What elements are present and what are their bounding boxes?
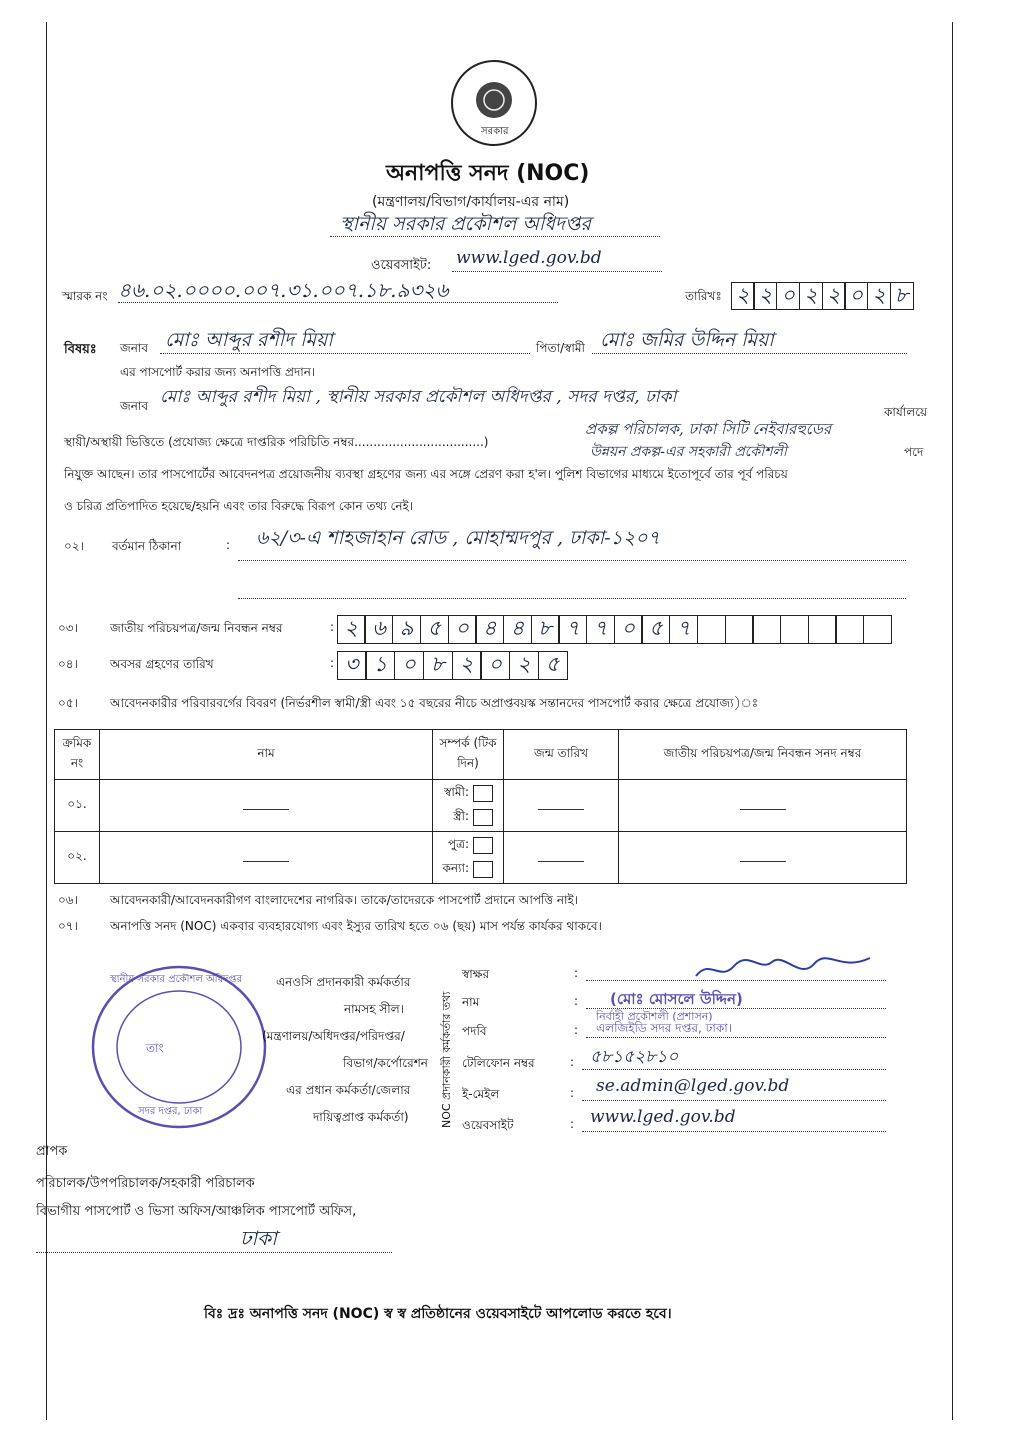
recipient-city: ঢাকা <box>240 1226 277 1250</box>
office-name: স্থানীয় সরকার প্রকৌশল অধিদপ্তর <box>340 213 591 235</box>
recipient-line-1: পরিচালক/উপপরিচালক/সহকারী পরিচালক <box>36 1176 255 1191</box>
row-nid <box>619 780 907 832</box>
father-label: পিতা/স্বামী <box>536 341 585 355</box>
header-name: নাম <box>100 730 433 780</box>
nid-digit: ৭ <box>586 615 615 644</box>
date-digit: ০ <box>844 282 868 310</box>
permanent-text: স্থায়ী/অস্থায়ী ভিত্তিতে (প্রযোজ্য ক্ষেত্রে দাপ্তরিক পরিচিতি নম্বর..................................) <box>64 435 489 449</box>
nid-digit: ৬ <box>364 615 393 644</box>
field-label-website: ওয়েবসাইট <box>462 1118 514 1132</box>
signatory-vertical-text: NOC প্রদানকারী কর্মকর্তার তথ্য <box>440 991 453 1128</box>
email-line <box>582 1100 886 1101</box>
recipient-label: প্রাপক <box>36 1144 68 1159</box>
post-line-2: উন্নয়ন প্রকল্প-এর সহকারী প্রকৌশলী <box>590 444 787 460</box>
relation-label: পুত্র: <box>447 836 469 851</box>
header-nid: জাতীয় পরিচয়পত্র/জন্ম নিবন্ধন সনদ নম্বর <box>619 730 907 780</box>
table-row <box>55 832 907 884</box>
field-label-email: ই-মেইল <box>462 1087 500 1101</box>
retire-digit: ১ <box>365 651 395 680</box>
field-label-phone: টেলিফোন নম্বর <box>462 1056 535 1070</box>
nid-digit <box>835 615 864 644</box>
government-seal <box>443 58 545 148</box>
memo-line <box>118 302 558 303</box>
item-03-number: ০৩। <box>58 621 78 635</box>
retire-boxes <box>338 651 568 680</box>
subject-janab: জনাব <box>120 341 149 355</box>
date-digit: ২ <box>867 282 891 310</box>
relation-checkbox[interactable] <box>473 837 493 854</box>
item-06-number: ০৬। <box>58 893 78 907</box>
header-dob: জন্ম তারিখ <box>504 730 619 780</box>
relation-option <box>433 858 503 882</box>
nid-label: জাতীয় পরিচয়পত্র/জন্ম নিবন্ধন নম্বর <box>110 621 283 635</box>
citizen-text: আবেদনকারী/আবেদনকারীগণ বাংলাদেশের নাগরিক। তাকে/তাদেরকে পাসপোর্ট প্রদানে আপত্তি নাই। <box>110 893 579 907</box>
website-sign-line <box>582 1131 886 1132</box>
address-line-2 <box>238 598 906 599</box>
memo-number: ৪৬.০২.০০০০.০০৭.৩১.০০৭.১৮.৯৩২৬ <box>118 278 449 302</box>
signatory-desc-line: এর প্রধান কর্মকর্তা/জেলার <box>286 1083 411 1097</box>
field-colon: : <box>574 994 579 1008</box>
relation-option <box>433 782 503 806</box>
field-label-designation: পদবি <box>462 1024 487 1038</box>
character-line: ও চরিত্র প্রতিপাদিত হয়েছে/হয়নি এবং তার বিরুদ্ধে বিরূপ কোন তথ্য নেই। <box>64 499 414 513</box>
signatory-desc-line: (মন্ত্রণালয়/অধিদপ্তর/পরিদপ্তর/ <box>262 1029 405 1043</box>
date-digit: ২ <box>731 282 755 310</box>
relation-checkbox[interactable] <box>473 809 493 826</box>
field-label-name: নাম <box>462 995 480 1009</box>
relation-label: কন্যা: <box>442 860 469 875</box>
nid-colon: : <box>330 620 335 634</box>
row-name <box>100 780 433 832</box>
address-label: বর্তমান ঠিকানা <box>112 539 182 553</box>
nid-digit <box>697 615 726 644</box>
row-nid <box>619 832 907 884</box>
retire-colon: : <box>330 656 335 670</box>
father-name-line <box>592 353 907 354</box>
relation-checkbox[interactable] <box>473 785 493 802</box>
round-seal-top: স্থানীয় সরকার প্রকৌশল অধিদপ্তর <box>110 974 243 985</box>
nid-digit: ৭ <box>669 615 698 644</box>
row-dob <box>504 832 619 884</box>
relation-label: স্বামী: <box>444 784 469 799</box>
date-digit: ৮ <box>890 282 914 310</box>
retire-digit: ২ <box>452 651 482 680</box>
signatory-office-stamp: এলজিইডি সদর দপ্তর, ঢাকা। <box>596 1021 733 1035</box>
office-name-line <box>330 236 660 237</box>
nid-digit <box>780 615 809 644</box>
signatory-desc-line: নামসহ সীল। <box>344 1002 404 1016</box>
field-colon: : <box>570 1086 575 1100</box>
office-round-seal <box>88 962 270 1132</box>
field-colon: : <box>570 1055 575 1069</box>
nid-digit: ২ <box>337 615 366 644</box>
retire-digit: ৮ <box>423 651 453 680</box>
applicant-office: মোঃ আব্দুর রশীদ মিয়া , স্থানীয় সরকার প্রকৌশল অধিদপ্তর , সদর দপ্তর, ঢাকা <box>160 387 677 407</box>
item-02-number: ০২। <box>64 539 84 553</box>
applicant-name-line <box>160 353 530 354</box>
relation-checkbox[interactable] <box>473 861 493 878</box>
family-table <box>54 729 907 884</box>
nid-digit: ০ <box>614 615 643 644</box>
post-line-1: প্রকল্প পরিচালক, ঢাকা সিটি নেইবারহুডের <box>585 420 832 438</box>
date-digit: ২ <box>753 282 777 310</box>
nid-digit: ৫ <box>420 615 449 644</box>
field-label-signature: স্বাক্ষর <box>462 967 490 981</box>
field-colon: : <box>574 1023 579 1037</box>
retire-digit: ৩ <box>337 651 367 680</box>
date-digit: ২ <box>822 282 846 310</box>
table-row <box>55 780 907 832</box>
website-line <box>452 271 662 272</box>
nid-digit: ৪ <box>503 615 532 644</box>
signature-mark <box>690 952 880 986</box>
signatory-desc-line: দায়িত্বপ্রাপ্ত কর্মকর্তা) <box>313 1110 409 1124</box>
signatory-designation-stamp: নির্বাহী প্রকৌশলী (প্রশাসন) <box>596 1010 713 1023</box>
pade-label: পদে <box>904 445 924 459</box>
header-serial: ক্রমিক নং <box>55 730 100 780</box>
subject-label: বিষয়ঃ <box>64 342 97 357</box>
nid-digit: ৯ <box>392 615 421 644</box>
website-label: ওয়েবসাইট: <box>371 258 432 273</box>
date-digit: ২ <box>799 282 823 310</box>
seal-bottom-text: সরকার <box>481 126 509 137</box>
nid-digit: ৫ <box>641 615 670 644</box>
signatory-website: www.lged.gov.bd <box>590 1107 736 1127</box>
nid-digit: ৪ <box>475 615 504 644</box>
recipient-city-line <box>36 1252 392 1253</box>
retire-digit: ০ <box>394 651 424 680</box>
karyalaye-label: কার্যালয়ে <box>884 405 928 419</box>
signatory-phone: ৫৮১৫২৮১০ <box>590 1047 679 1067</box>
website-value: www.lged.gov.bd <box>456 248 602 268</box>
address-colon: : <box>226 538 231 552</box>
date-label: তারিখঃ <box>685 289 722 303</box>
page-title: অনাপত্তি সনদ (NOC) <box>386 161 590 186</box>
nid-digit <box>725 615 754 644</box>
item-07-number: ০৭। <box>58 919 78 933</box>
signatory-name-stamp: (মোঃ মোসলে উদ্দিন) <box>610 990 743 1008</box>
header-relation: সম্পর্ক (টিক দিন) <box>433 730 504 780</box>
body-janab: জনাব <box>120 399 149 413</box>
nid-digit <box>863 615 892 644</box>
appointed-line: নিযুক্ত আছেন। তার পাসপোর্টের আবেদনপত্র প্রয়োজনীয় ব্যবস্থা গ্রহণের জন্য এর সঙ্গে প্রেরণ করা হ'ল। পুলিশ বিভাগের মাধ্যমে ইতোপূর্বে তার পূর্ব পরিচয় <box>64 467 788 481</box>
round-seal-mid: তাং <box>146 1041 164 1055</box>
retire-digit: ২ <box>509 651 539 680</box>
item-04-number: ০৪। <box>58 657 78 671</box>
row-dob <box>504 780 619 832</box>
memo-label: স্মারক নং <box>62 289 108 303</box>
round-seal-bottom: সদর দপ্তর, ঢাকা <box>138 1106 203 1117</box>
field-colon: : <box>570 1117 575 1131</box>
signatory-desc-line: বিভাগ/কর্পোরেশন <box>343 1056 428 1070</box>
recipient-line-2: বিভাগীয় পাসপোর্ট ও ভিসা অফিস/আঞ্চলিক পাসপোর্ট অফিস, <box>36 1204 357 1219</box>
subject-passport-line: এর পাসপোর্ট করার জন্য অনাপত্তি প্রদান। <box>120 365 316 379</box>
row-name <box>100 832 433 884</box>
row-relation <box>433 832 504 884</box>
relation-option <box>433 834 503 858</box>
relation-option <box>433 806 503 830</box>
signatory-desc-line: এনওসি প্রদানকারী কর্মকর্তার <box>276 975 411 989</box>
retire-label: অবসর গ্রহণের তারিখ <box>110 657 214 671</box>
date-boxes <box>732 282 914 310</box>
page-subtitle: (মন্ত্রণালয়/বিভাগ/কার্যালয়-এর নাম) <box>372 194 570 210</box>
nid-digit: ৮ <box>531 615 560 644</box>
father-name: মোঃ জমির উদ্দিন মিয়া <box>600 329 774 351</box>
nid-digit <box>752 615 781 644</box>
applicant-name: মোঃ আব্দুর রশীদ মিয়া <box>165 329 333 351</box>
retire-digit: ০ <box>480 651 510 680</box>
signatory-email: se.admin@lged.gov.bd <box>596 1076 790 1096</box>
date-digit: ০ <box>776 282 800 310</box>
retire-digit: ৫ <box>538 651 568 680</box>
relation-label: স্ত্রী: <box>453 808 469 823</box>
nid-boxes <box>338 615 892 644</box>
row-serial: ০২. <box>55 832 100 884</box>
item-05-number: ০৫। <box>58 696 78 710</box>
row-serial: ০১. <box>55 780 100 832</box>
validity-text: অনাপত্তি সনদ (NOC) একবার ব্যবহারযোগ্য এবং ইস্যুর তারিখ হতে ০৬ (ছয়) মাস পর্যন্ত কার্যকর থাকবে। <box>110 919 602 933</box>
nid-digit: ০ <box>448 615 477 644</box>
field-colon: : <box>574 966 579 980</box>
address-line-1 <box>238 560 906 561</box>
address-value: ৬২/৩-এ শাহজাহান রোড , মোহাম্মদপুর , ঢাকা-১২০৭ <box>256 527 660 549</box>
family-label: আবেদনকারীর পরিবারবর্গের বিবরণ (নির্ভরশীল স্বামী/স্ত্রী এবং ১৫ বছরের নীচে অপ্রাপ্তবয়স্ক সন্তানদের পাসপোর্ট করার ক্ষেত্রে প্রযোজ্য)ঃ <box>110 696 759 710</box>
nid-digit: ৭ <box>558 615 587 644</box>
nid-digit <box>808 615 837 644</box>
row-relation <box>433 780 504 832</box>
footer-note: বিঃ দ্রঃ অনাপত্তি সনদ (NOC) স্ব স্ব প্রতিষ্ঠানের ওয়েবসাইটে আপলোড করতে হবে। <box>204 1306 672 1322</box>
